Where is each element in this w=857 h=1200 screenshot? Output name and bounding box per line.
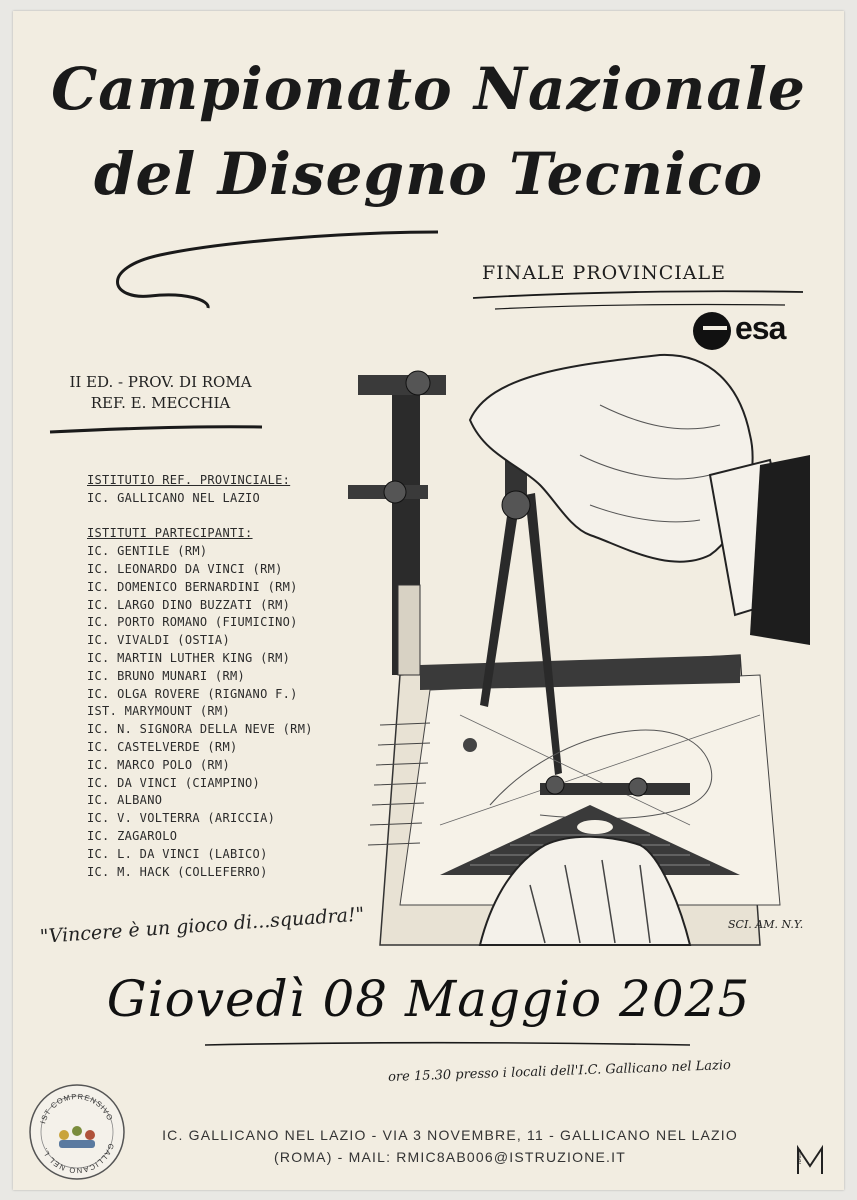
compass-screw-icon — [463, 738, 477, 752]
list-item: IC. LARGO DINO BUZZATI (RM) — [87, 597, 291, 612]
participants-header: ISTITUTI PARTECIPANTI: — [87, 526, 253, 541]
event-date: Giovedì 08 Maggio 2025 — [106, 970, 751, 1028]
list-item: IC. N. SIGNORA DELLA NEVE (RM) — [87, 722, 313, 737]
list-item: IST. MARYMOUNT (RM) — [87, 704, 230, 719]
referent-line: REF. E. MECCHIA — [90, 394, 231, 412]
seal-bottom-text: GALLICANO NEL L. — [39, 1142, 116, 1176]
motto: "Vincere è un gioco di...squadra!" — [39, 903, 366, 948]
ruler-edge — [398, 585, 420, 675]
subtitle: FINALE PROVINCIALE — [482, 262, 726, 284]
list-item: IC. GENTILE (RM) — [87, 544, 208, 559]
list-item: IC. PORTO ROMANO (FIUMICINO) — [87, 615, 298, 630]
sleeve — [750, 455, 810, 645]
clamp-screw-icon — [384, 481, 406, 503]
scale-screw-icon — [629, 778, 647, 796]
seal-top-text: IST COMPRENSIVO — [38, 1091, 115, 1125]
designer-signature — [788, 1140, 828, 1180]
signature-label: NAME — [797, 1149, 803, 1164]
set-square-hole — [577, 820, 613, 834]
compass-hinge-icon — [502, 491, 530, 519]
institutes-list — [87, 472, 313, 881]
reference-institute-name: IC. GALLICANO NEL LAZIO — [87, 490, 261, 505]
engraving-caption: SCI. AM. N.Y. — [728, 918, 804, 931]
list-item: IC. MARTIN LUTHER KING (RM) — [87, 650, 291, 665]
footer-address: IC. GALLICANO NEL LAZIO - VIA 3 NOVEMBRE, 11 - GALLICANO NEL LAZIO — [162, 1127, 738, 1143]
scale-screw-icon — [546, 776, 564, 794]
reference-institute-header: ISTITUTIO REF. PROVINCIALE: — [87, 473, 291, 487]
edition-line: II ED. - PROV. DI ROMA — [69, 373, 252, 391]
ruler-clamp-top — [358, 375, 446, 395]
edition-info — [48, 372, 273, 414]
list-item: IC. OLGA ROVERE (RIGNANO F.) — [87, 686, 298, 701]
footer-email: (ROMA) - MAIL: RMIC8AB006@ISTRUZIONE.IT — [274, 1149, 626, 1165]
list-item: IC. BRUNO MUNARI (RM) — [87, 668, 246, 683]
list-item: IC. VIVALDI (OSTIA) — [87, 633, 230, 648]
list-item: IC. MARCO POLO (RM) — [87, 757, 230, 772]
list-item: IC. ALBANO — [87, 793, 163, 808]
list-item: IC. DOMENICO BERNARDINI (RM) — [87, 579, 298, 594]
drafting-engraving-illustration — [340, 345, 810, 950]
list-item: IC. CASTELVERDE (RM) — [87, 739, 238, 754]
event-venue: ore 15.30 presso i locali dell'I.C. Gallicano nel Lazio — [387, 1058, 732, 1085]
footer-contact — [140, 1124, 760, 1168]
list-item: IC. LEONARDO DA VINCI (RM) — [87, 561, 283, 576]
clamp-screw-icon — [406, 371, 430, 395]
list-item: IC. DA VINCI (CIAMPINO) — [87, 775, 261, 790]
list-item: IC. L. DA VINCI (LABICO) — [87, 846, 268, 861]
list-item: IC. V. VOLTERRA (ARICCIA) — [87, 811, 276, 826]
poster-title-line-2: del Disegno Tecnico — [93, 140, 764, 208]
list-item: IC. ZAGAROLO — [87, 828, 178, 843]
list-item: IC. M. HACK (COLLEFERRO) — [87, 864, 268, 879]
esa-logo-text: esa — [735, 310, 786, 346]
school-seal — [28, 1083, 126, 1181]
poster-title-line-1: Campionato Nazionale — [51, 55, 806, 123]
